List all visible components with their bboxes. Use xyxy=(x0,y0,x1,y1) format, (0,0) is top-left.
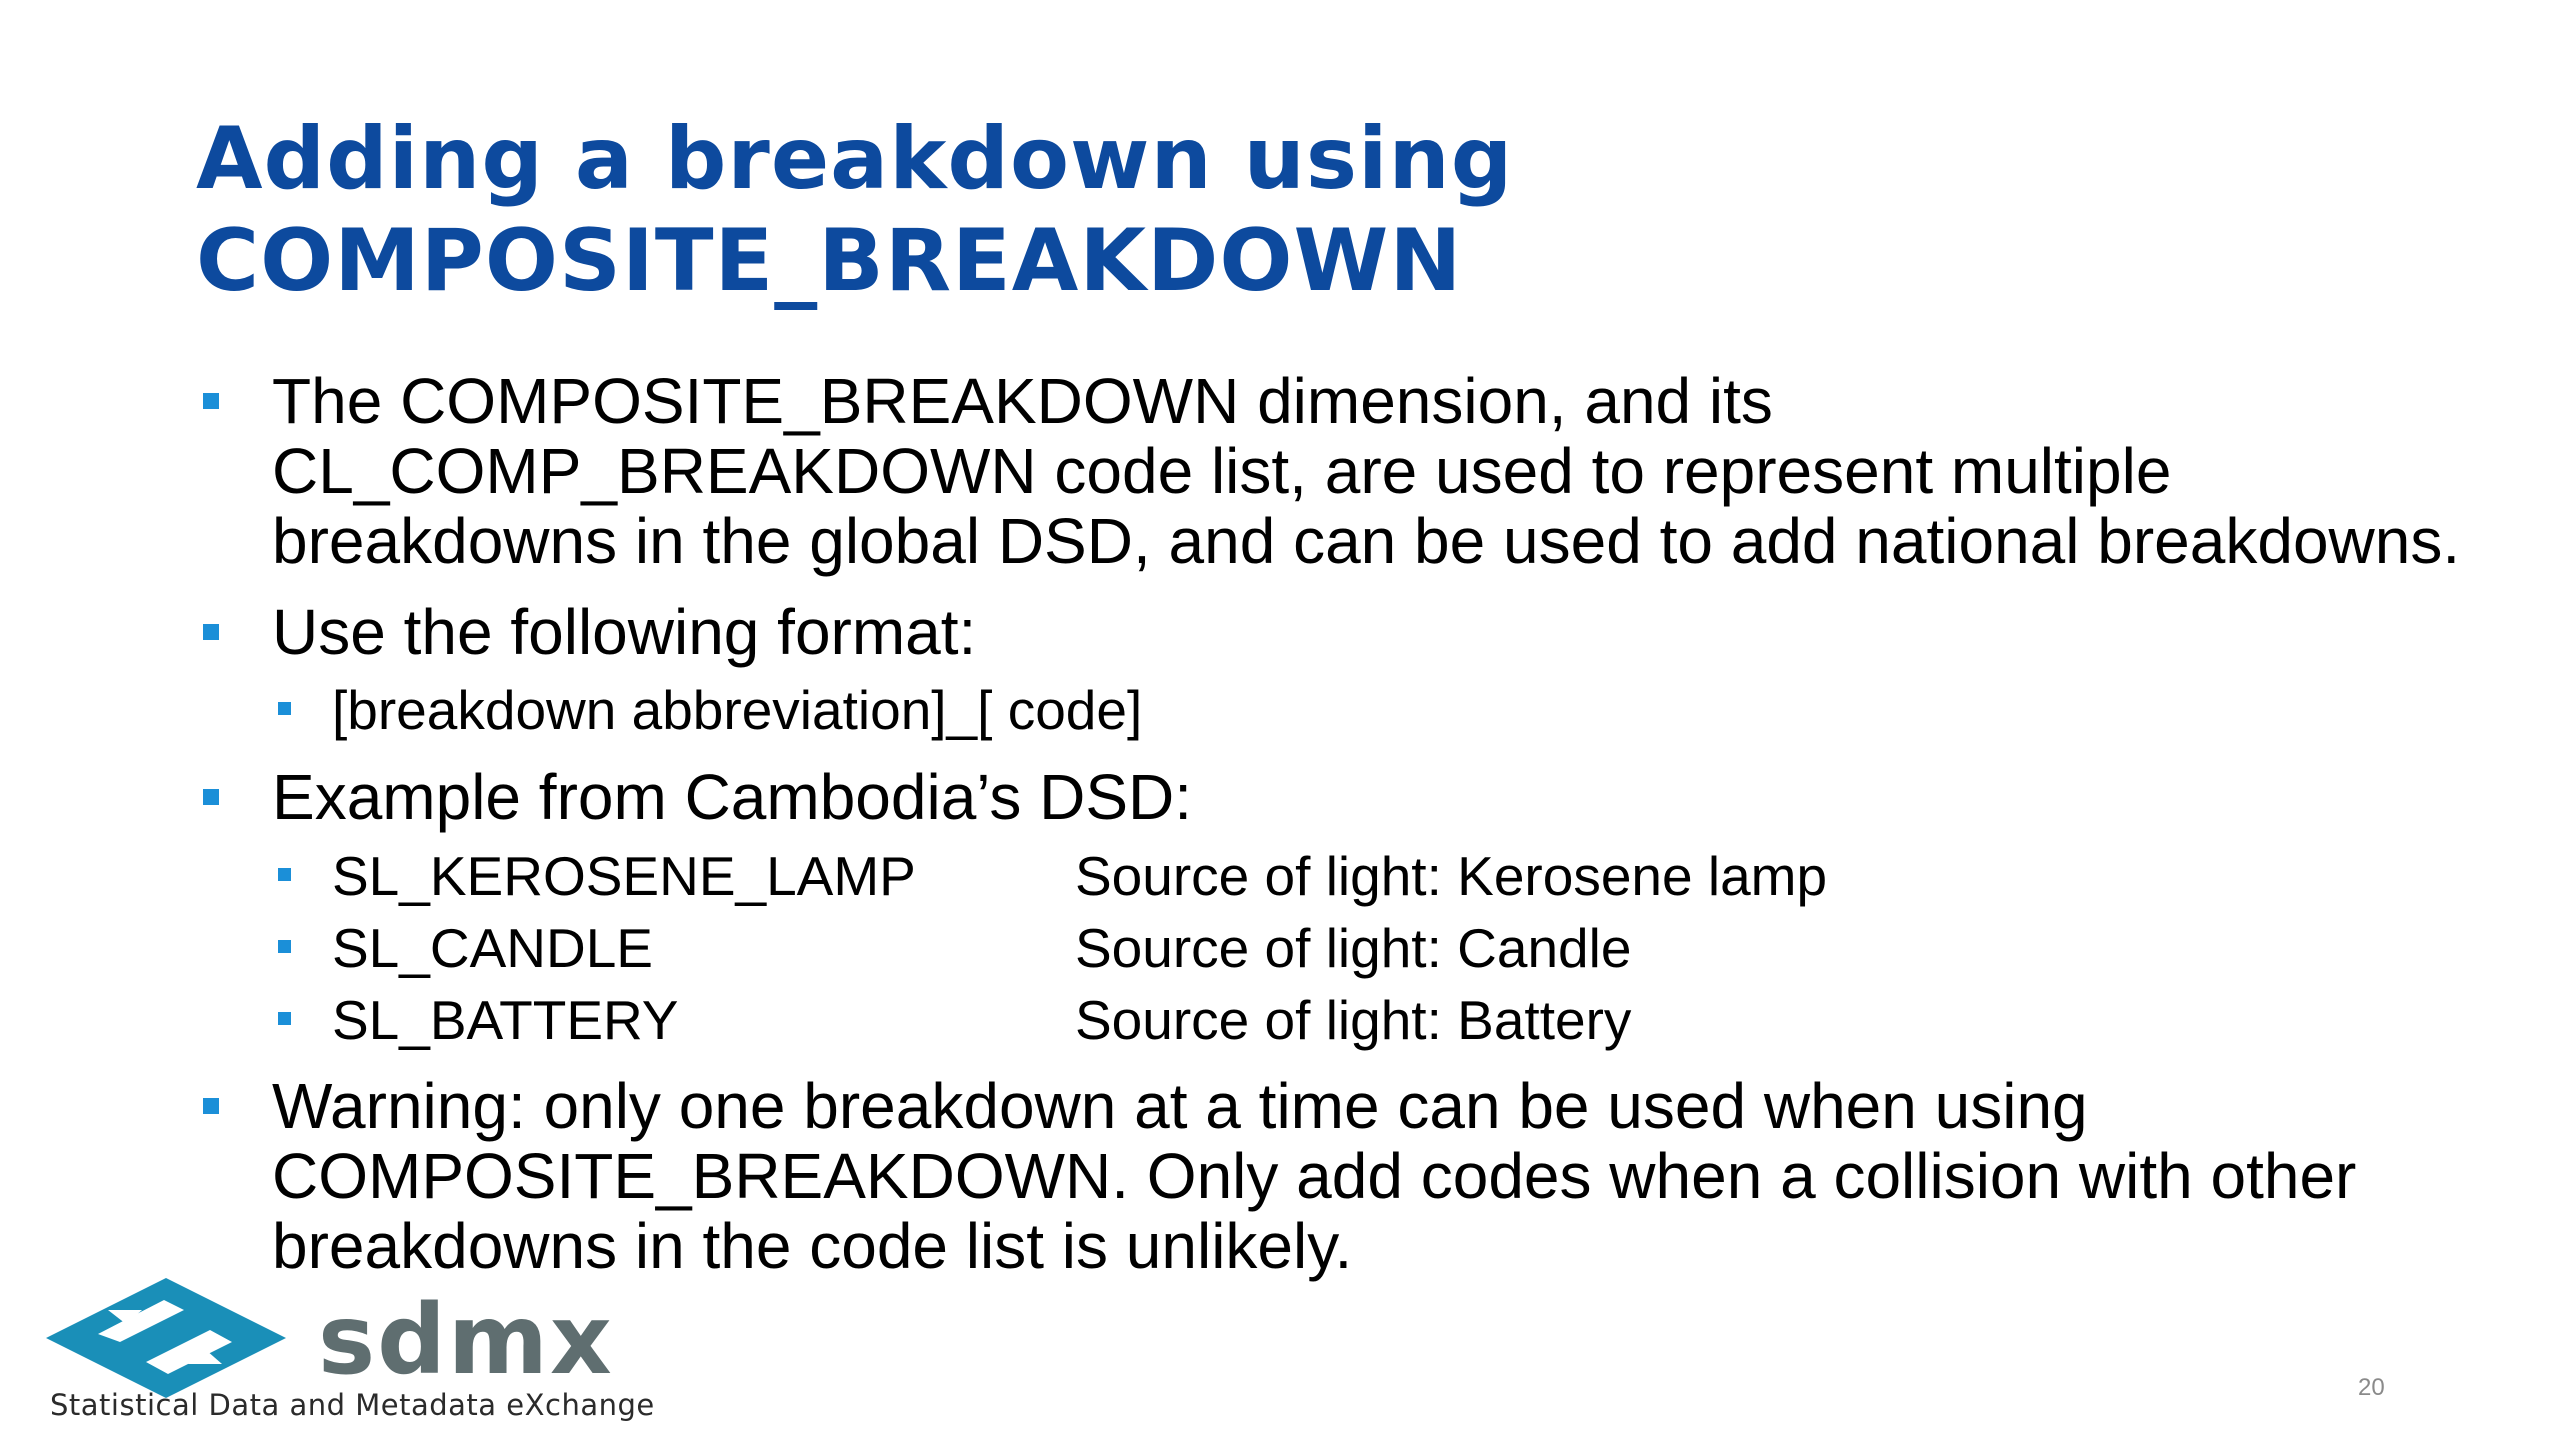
bullet-1-line-1: The COMPOSITE_BREAKDOWN dimension, and its xyxy=(272,365,1773,437)
example-code: SL_BATTERY xyxy=(332,989,679,1051)
logo-wordmark: sdmx xyxy=(318,1284,614,1396)
example-description: Source of light: Battery xyxy=(1075,989,1632,1051)
page-number: 20 xyxy=(2358,1374,2385,1401)
slide-title-line-2: COMPOSITE_BREAKDOWN xyxy=(196,211,1463,311)
bullet-marker xyxy=(203,789,219,805)
bullet-marker xyxy=(203,393,219,409)
bullet-4-line-1: Warning: only one breakdown at a time can be used when using xyxy=(272,1070,2088,1142)
sub-bullet-marker xyxy=(278,868,291,881)
example-code: SL_CANDLE xyxy=(332,917,653,979)
bullet-1-line-2: CL_COMP_BREAKDOWN code list, are used to represent multiple xyxy=(272,435,2172,507)
bullet-marker xyxy=(203,624,219,640)
slide-title-line-1: Adding a breakdown using xyxy=(196,109,1514,209)
bullet-1-line-3: breakdowns in the global DSD, and can be used to add national breakdowns. xyxy=(272,505,2461,577)
bullet-marker xyxy=(203,1098,219,1114)
example-description: Source of light: Candle xyxy=(1075,917,1632,979)
sub-bullet-marker xyxy=(278,702,291,715)
format-sub-bullet: [breakdown abbreviation]_[ code] xyxy=(332,679,1143,741)
example-description: Source of light: Kerosene lamp xyxy=(1075,845,1828,907)
sub-bullet-marker xyxy=(278,940,291,953)
bullet-2-line-1: Use the following format: xyxy=(272,596,977,668)
logo-tagline: Statistical Data and Metadata eXchange xyxy=(50,1388,655,1422)
sub-bullet-marker xyxy=(278,1012,291,1025)
bullet-4-line-2: COMPOSITE_BREAKDOWN. Only add codes when a collision with other xyxy=(272,1140,2357,1212)
example-code: SL_KEROSENE_LAMP xyxy=(332,845,916,907)
bullet-4-line-3: breakdowns in the code list is unlikely. xyxy=(272,1210,1353,1282)
bullet-3-line-1: Example from Cambodia’s DSD: xyxy=(272,761,1193,833)
